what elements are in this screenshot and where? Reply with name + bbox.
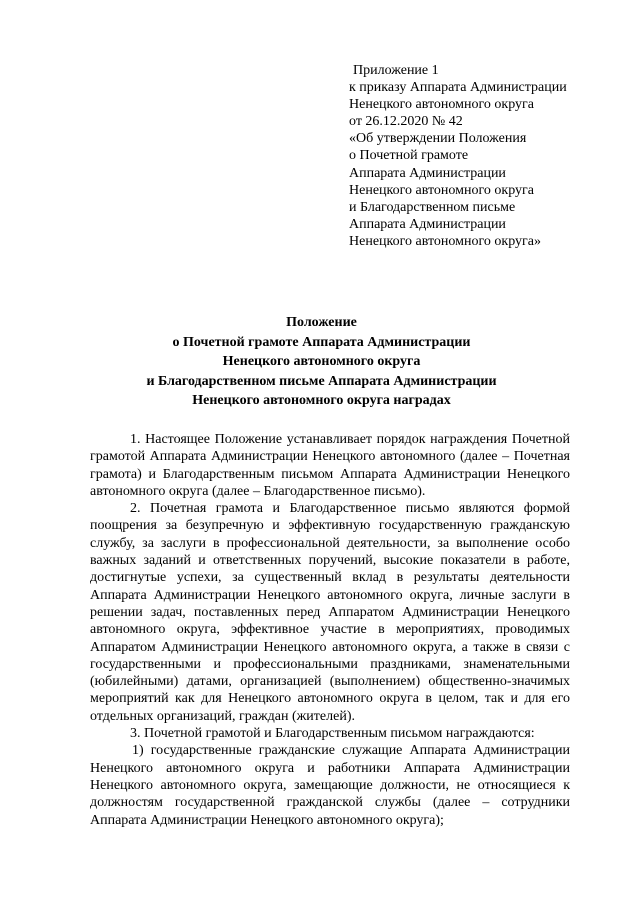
annex-line: к приказу Аппарата Администрации [349, 80, 567, 96]
annex-line: Ненецкого автономного округа [349, 97, 534, 113]
title-line: Ненецкого автономного округа [222, 354, 421, 369]
title-line: о Почетной грамоте Аппарата Администрации [172, 334, 471, 350]
paragraph-2: 2. Почетная грамота и Благодарственное письмо являются формой поощрения за безупречную и эффективную государственную гражданскую службу, за заслуги в профессиональной деятельности, за выполнение особо важных заданий и ответственных поручений, высокие показатели в работе, достигнутые успехи, за существенный вклад в результаты деятельности Аппарата Администрации Ненецкого автономного округа, личные заслуги в решении задач, поставленных перед Аппаратом Администрации Ненецкого автономного округа, эффективное участие в мероприятиях, проводимых Аппаратом Администрации Ненецкого автономного округа, а также в связи с государственными и профессиональными праздниками, знаменательными (юбилейными) датами, организацией (выполнением) общественно-значимых мероприятий как для Ненецкого автономного округа в целом, так и для его отдельных организаций, граждан (жителей). [90, 501, 570, 724]
document-body [90, 431, 570, 829]
annex-line: Аппарата Администрации [349, 165, 506, 181]
title-line: Ненецкого автономного округа наградах [192, 393, 451, 408]
annex-line: «Об утверждении Положения [349, 131, 527, 147]
document-title [80, 313, 563, 411]
annex-line: Аппарата Администрации [349, 216, 506, 232]
annex-line: Ненецкого автономного округа» [349, 233, 541, 249]
paragraph-1: 1. Настоящее Положение устанавливает порядок награждения Почетной грамотой Аппарата Администрации Ненецкого автономного (далее – Почетная грамота) и Благодарственным письмом Аппарата Администрации Ненецкого автономного округа (далее – Благодарственное письмо). [90, 432, 570, 499]
annex-line: Приложение 1 [353, 63, 439, 78]
list-item-1: 1) государственные гражданские служащие Аппарата Администрации Ненецкого автономного округа и работники Аппарата Администрации Ненецкого автономного округа, замещающие должности, не относящиеся к должностям государственной гражданской службы (далее – сотрудники Аппарата Администрации Ненецкого автономного округа); [90, 743, 570, 828]
title-line: Положение [286, 315, 357, 330]
title-line: и Благодарственном письме Аппарата Администрации [146, 373, 497, 389]
annex-line: о Почетной грамоте [349, 148, 469, 164]
annex-line: Ненецкого автономного округа [349, 182, 534, 198]
paragraph-3: 3. Почетной грамотой и Благодарственным письмом награждаются: [130, 726, 535, 742]
annex-line: и Благодарственном письме [349, 199, 516, 215]
annex-line: от 26.12.2020 № 42 [349, 114, 463, 130]
annex-header [349, 62, 619, 250]
